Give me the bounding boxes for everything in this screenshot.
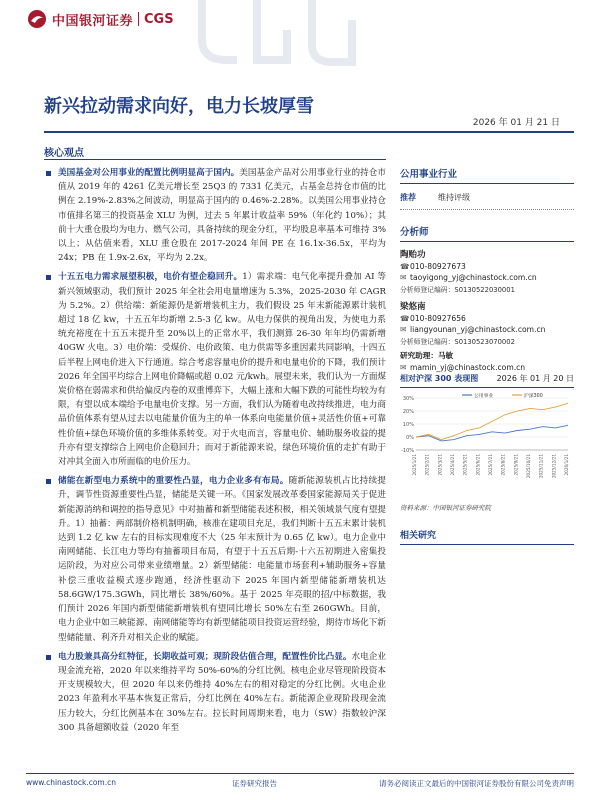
core-view-label: 核心观点	[44, 148, 84, 159]
analyst-label: 分析师	[400, 224, 574, 242]
x-tick-label: 2026/1/21	[564, 454, 569, 476]
chart-date: 2026 年 01 月 20 日	[496, 374, 574, 383]
rating-value: 维持评级	[438, 193, 470, 202]
paragraph-body: 1）需求端：电气化率提升叠加 AI 等新兴领域驱动，我们预计 2025 年全社会用电量增速为 5.3%，2025-2030 年 CAGR 为 5.2%。2）供给端：新能源仍是新增装机主力，我们假设 25 年末新能源累计装机超过 18 亿 kw，十五五年均新增 2.5-3 亿 kw。从电力保供的视角出发，为使电力系统充裕度在十五五末提升至 20%以上的正常水平，我们测算 26-30 年年均仍需新增 40GW 火电。3）电价端：受煤价、电价政策、电力供需等多重因素共同影响，十四五后半程上网电价进入下行通道。综合考虑容量电价的提升和电量电价的下降，我们预计 2026 年全国平均综合上网电价降幅或超 0.02 元/kwh。展望未来，我们认为一方面煤炭价格在弱需求和供给偏反内卷的双重博弈下，大幅上涨和大幅下跌的可能性均较为有限，有望以成本端给予电量电价支撑。另一方面，我们认为随着电改持续推进，电力商品价值体系有望从过去以电能量价值为主的单一体系向电能量价值+灵活性价值+可靠性价值+绿色环境价值的多维体系转变。对于火电而言，容量电价、辅助服务收益的提升亦有望支撑综合上网电价企稳回升；而对于新能源来说，绿色环境价值的走扩有助于对冲其全面入市所面临的电价压力。	[58, 272, 387, 468]
bullet-icon	[46, 655, 51, 660]
x-tick-label: 2025/8/21	[500, 454, 506, 476]
analyst-card	[400, 248, 574, 294]
analyst-email[interactable]: ✉ liangyounan_yj@chinastock.com.cn	[400, 325, 546, 334]
core-view-divider	[44, 159, 386, 160]
brand-logo	[26, 8, 174, 30]
x-tick-label: 2025/2/21	[424, 454, 430, 476]
y-tick-label: 30%	[402, 396, 414, 402]
related-research-label: 相关研究	[400, 528, 574, 545]
footer-disclaimer: 请务必阅读正文最后的中国银河证券股份有限公司免责声明	[379, 779, 574, 788]
email-icon: ✉	[400, 325, 407, 334]
chart-source: 资料来源：中国银河证券研究院	[400, 504, 491, 512]
x-tick-label: 2025/7/21	[488, 454, 493, 476]
assistant-email[interactable]: ✉ mamin_yj@chinastock.com.cn	[400, 363, 526, 372]
footer-center: 证券研究报告	[232, 779, 277, 788]
sidebar	[400, 166, 574, 372]
bullet-icon	[46, 275, 51, 280]
paragraph-highlight: 储能在新型电力系统中的重要性凸显，电力企业多有布局。	[58, 476, 289, 487]
logo-text-en: CGS	[144, 11, 174, 27]
x-tick-label: 2025/6/21	[475, 454, 481, 476]
paragraph-body: 随新能源装机占比持续提升，调节性资源重要性凸显，储能是关键一环。《国家发展改革委国家能源局关于促进新能源消纳和调控的指导意见》中对抽蓄和新型储能表述积极，相关领域景气度有望提升。1）抽蓄：两部制价格机制明确，核准在建项目充足，我们判断十五五末累计装机达到 1.2 亿 kw 左右的目标实现难度不大（25 年末预计为 0.65 亿 kw）。电力企业中南网储能、长江电力等均有抽蓄项目布局，有望于十五五后期-十六五初期进入密集投运阶段，为对应公司带来业绩增量。2）新型储能：电能量市场套利+辅助服务+容量补偿三重收益模式逐步跑通，经济性驱动下 2025 年国内新型储能新增装机达 58.6GW/175.3GWh，同比增长 38%/60%。基于 2025 年亮眼的招/中标数据，我们预计 2026 年国内新型储能新增装机有望同比增长 50%左右至 260GWh。目前，电力企业中如三峡能源、南网储能等均有新型储能项目投资运营经验，期待市场化下新型储能量、利齐升对相关企业的赋能。	[58, 476, 386, 643]
main-content	[44, 166, 386, 739]
chart-title: 相对沪深 300 表现图	[400, 374, 479, 383]
chart-header	[400, 373, 574, 388]
series-line	[416, 403, 568, 439]
x-tick-label: 2025/4/21	[450, 454, 455, 476]
legend-label: 公用事业	[474, 394, 494, 399]
bullet-icon	[46, 171, 51, 176]
paragraph-2	[44, 270, 386, 469]
paragraph-highlight: 十五五电力需求展望积极，电价有望企稳回升。	[58, 272, 243, 283]
x-tick-label: 2025/11/21	[538, 454, 544, 479]
email-icon: ✉	[400, 273, 407, 282]
legend-label: 沪深300	[524, 394, 543, 399]
report-title: 新兴拉动需求向好，电力长坡厚雪	[44, 96, 314, 117]
rating-row	[400, 192, 574, 210]
logo-text-cn: 中国银河证券	[52, 13, 134, 29]
phone-icon: ☎	[400, 262, 410, 271]
analyst-phone: ☎010-80927656	[400, 314, 466, 323]
x-tick-label: 2025/12/21	[551, 454, 557, 479]
footer-url[interactable]: www.chinastock.com.cn	[26, 778, 116, 787]
analyst-reg: 分析师登记编码：S0130523070002	[400, 338, 515, 346]
paragraph-3	[44, 474, 386, 644]
phone-icon: ☎	[400, 314, 410, 323]
analyst-name: 梁悠南	[400, 302, 426, 312]
paragraph-body: 水电企业现金流充裕，2020 年以来维持平均 50%-60%的分红比例。核电企业尽管现阶段资本开支规模较大，但 2020 年以来仍维持 40%左右的相对稳定的分红比例。火电企业 2023 年盈利水平基本恢复正常后，分红比例在 40%左右。新能源企业现阶段现金流压力较大，分红比例基本在 30%左右。拉长时间周期来看，电力（SW）指数较沪深 300 具备超额收益（2020 年至	[58, 651, 386, 733]
analyst-email[interactable]: ✉ taoyigong_yj@chinastock.com.cn	[400, 273, 537, 282]
analyst-phone: ☎010-80927673	[400, 262, 466, 271]
header-watermark	[182, 0, 382, 70]
analyst-card	[400, 300, 574, 346]
paragraph-highlight: 美国基金对公用事业的配置比例明显高于国内。	[58, 168, 240, 178]
x-tick-label: 2025/9/21	[513, 454, 519, 476]
x-tick-label: 2025/1/21	[412, 454, 417, 476]
title-divider	[44, 131, 574, 133]
email-icon: ✉	[400, 363, 407, 372]
y-tick-label: 0%	[406, 435, 414, 441]
logo-divider	[138, 12, 139, 26]
paragraph-body: 美国基金产品对公用事业行业的持仓市值从 2019 年的 4261 亿美元增长至 25Q3 的 7331 亿美元，占基金总持仓市值的比例在 2.19%-2.83%之间波动，明显高于国内的 0.46%-2.28%。以美国公用事业持仓市值排名第三的投资基金 XLU 为例，过去 5 年累计收益率 59%（年化约 10%）；其前十大重仓股均为电力、燃气公司，具备持续的现金分红，平均股息率基本可维持 3%以上；从估值来看，XLU 重仓股在 2017-2024 年间 PE 在 16.1x-36.5x，平均为 24x；PB 在 1.9x-2.6x，平均为 2.2x。	[58, 168, 386, 264]
bullet-icon	[46, 479, 51, 484]
paragraph-4	[44, 650, 386, 734]
x-tick-label: 2025/5/21	[462, 454, 468, 476]
logo-mark-icon	[26, 9, 48, 29]
y-tick-label: 10%	[402, 422, 414, 428]
performance-chart	[400, 390, 574, 500]
footer-divider	[26, 773, 574, 774]
assistant-name: 研究助理：马敏	[400, 351, 454, 360]
rating-key: 推荐	[400, 193, 416, 202]
paragraph-1	[44, 166, 386, 265]
x-tick-label: 2025/10/21	[526, 454, 531, 479]
x-tick-label: 2025/3/21	[437, 454, 443, 476]
industry-label: 公用事业行业	[400, 166, 574, 184]
report-date: 2026 年 01 月 21 日	[472, 118, 560, 128]
analyst-name: 陶贻功	[400, 250, 426, 260]
paragraph-highlight: 电力股兼具高分红特征，长期收益可观；现阶段估值合理，配置性价比凸显。	[58, 651, 352, 662]
analyst-reg: 分析师登记编码：S0130522030001	[400, 286, 515, 294]
y-tick-label: -10%	[401, 448, 414, 454]
y-tick-label: 20%	[402, 409, 414, 415]
